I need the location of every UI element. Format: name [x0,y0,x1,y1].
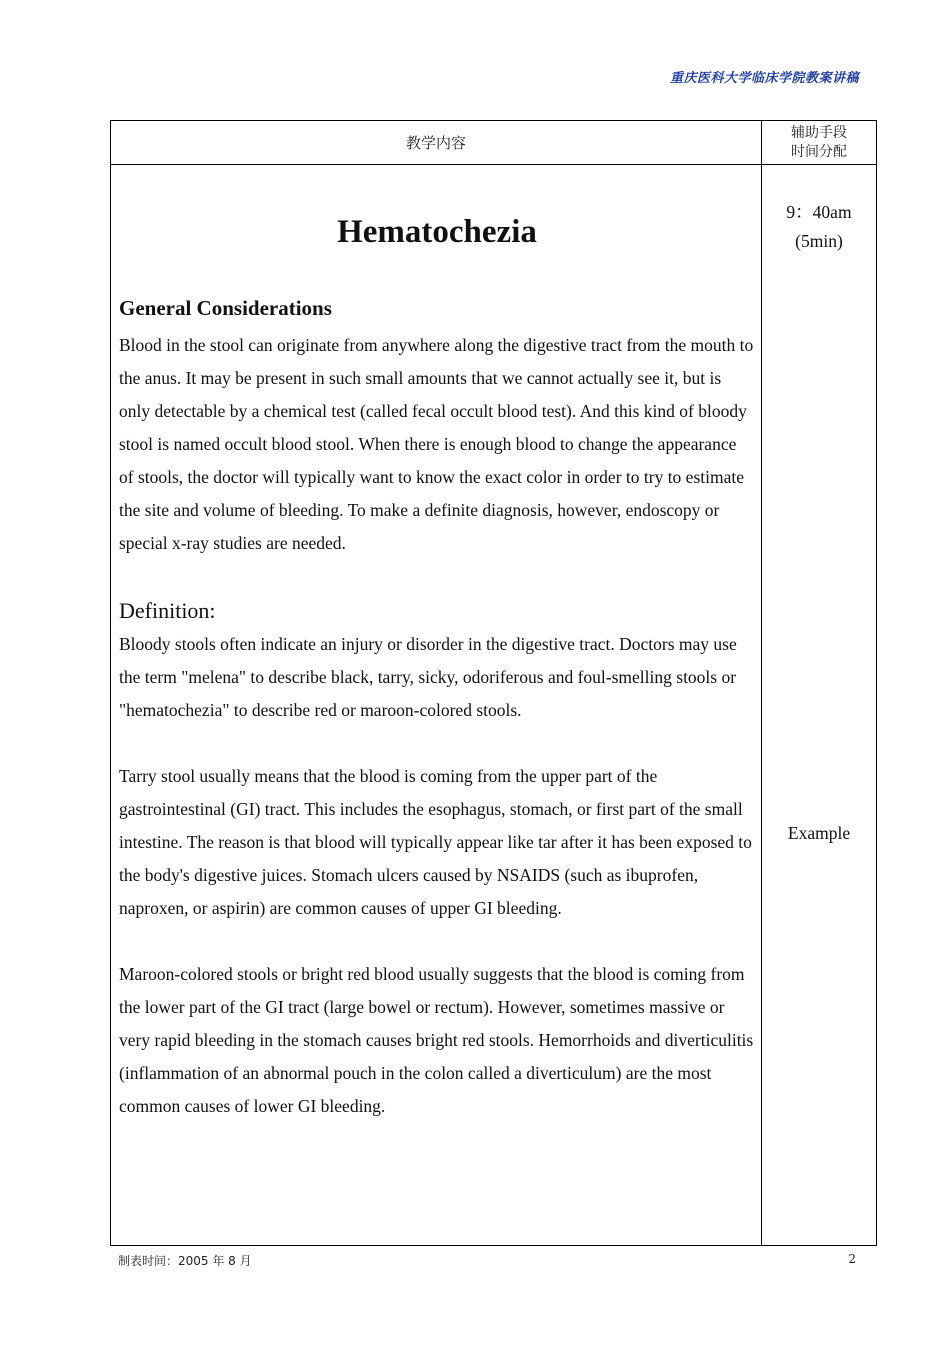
maroon-stool-paragraph: Maroon-colored stools or bright red blood usually suggests that the blood is coming from the lower part of the GI tract (large bowel or rectum). However, sometimes massive or very rapid bleeding in the stomach causes bright red stools. Hemorrhoids and diverticulitis (inflammation of an abnormal pouch in the colon called a diverticulum) are the most common causes of lower GI bleeding. [119,964,754,1116]
aids-header-label: 辅助手段 [791,124,847,141]
institution-brand: 重庆医科大学临床学院教案讲稿 [669,71,859,86]
document-title: Hematochezia [337,214,537,250]
column-divider [761,121,762,1245]
teaching-content-header: 教学内容 [405,134,466,152]
definition-paragraph: Bloody stools often indicate an injury or disorder in the digestive tract. Doctors may use the term "melena" to describe black, tarry, sicky, odoriferous and foul-smelling stools or "hematochezia" to describe red or maroon-colored stools. [119,634,737,720]
footer-date: 制表时间：2005 年 8 月 [118,1254,252,1268]
general-considerations-heading: General Considerations [119,296,332,320]
time-allocation [762,198,876,256]
tarry-stool-paragraph: Tarry stool usually means that the blood is coming from the upper part of the gastrointestinal (GI) tract. This includes the esophagus, stomach, or first part of the small intestine. The reason is that blood will typically appear like tar after it has been exposed to the body's digestive juices. Stomach ulcers caused by NSAIDS (such as ibuprofen, naproxen, or aspirin) are common causes of upper GI bleeding. [119,766,752,918]
page-number: 2 [848,1252,856,1266]
aids-time-header [762,121,876,164]
duration: (5min) [795,231,843,251]
general-considerations-paragraph: Blood in the stool can originate from anywhere along the digestive tract from the mouth to the anus. It may be present in such small amounts that we cannot actually see it, but is only detectable by a chemical test (called fecal occult blood test). And this kind of bloody stool is named occult blood stool. When there is enough blood to change the appearance of stools, the doctor will typically want to know the exact color in order to try to estimate the site and volume of bleeding. To make a definite diagnosis, however, endoscopy or special x-ray studies are needed. [119,335,754,553]
teaching-aid-example: Example [787,823,851,843]
start-time: 9：40am [786,202,852,222]
lecture-table [110,120,877,1246]
lecture-content [119,165,755,1123]
definition-heading: Definition: [119,598,216,623]
time-allocation-header-label: 时间分配 [791,143,847,160]
